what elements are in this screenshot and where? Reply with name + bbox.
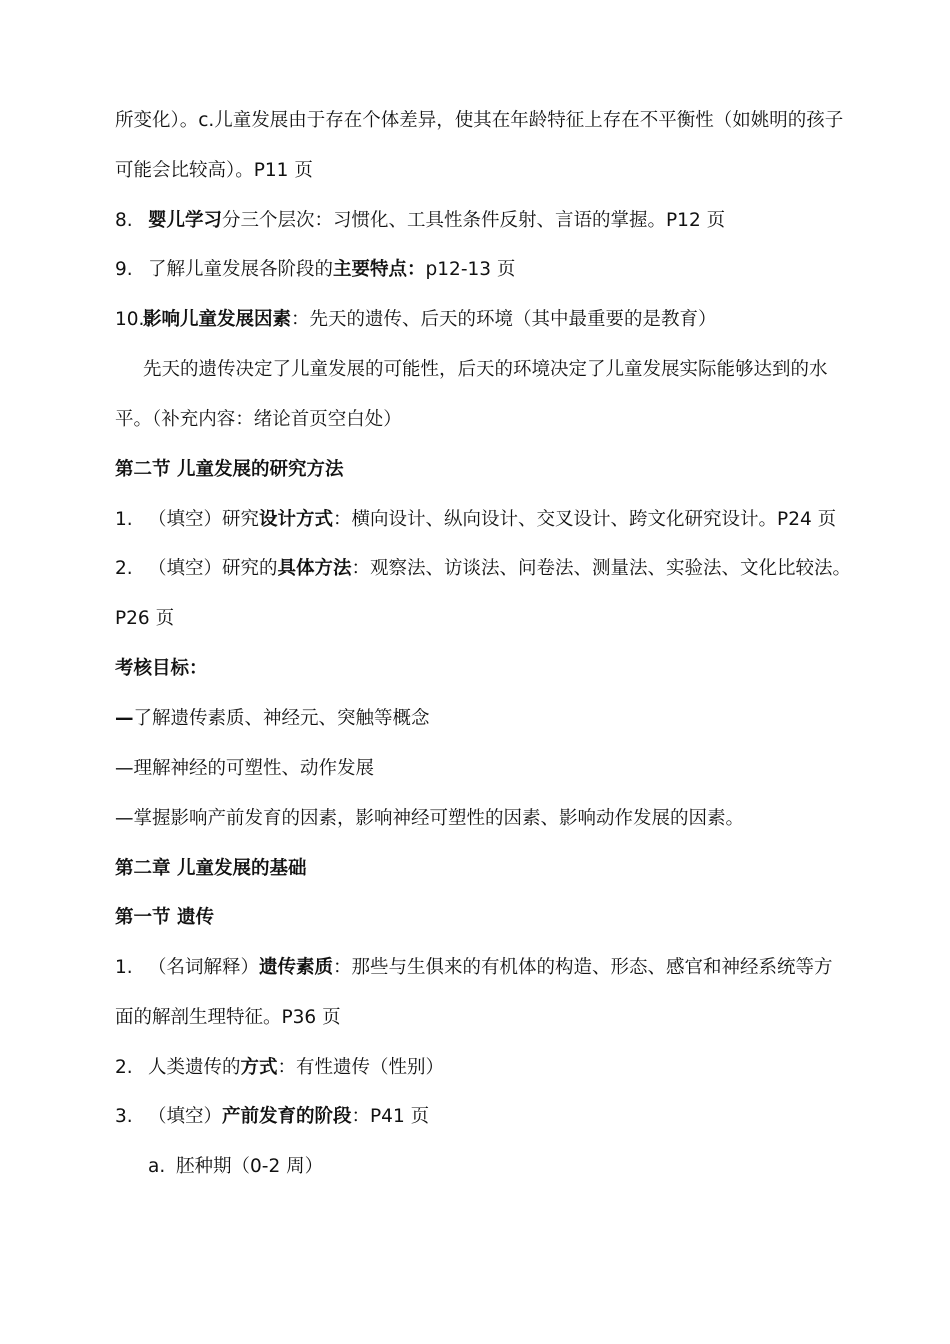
list-item: [115, 307, 717, 333]
text: 人类遗传的: [148, 1057, 241, 1078]
text-line: [115, 606, 174, 632]
bold-term: 方式: [240, 1057, 278, 1078]
text: 平。（补充内容：绪论首页空白处）: [115, 409, 402, 430]
heading-text: 第二章 儿童发展的基础: [115, 858, 307, 879]
text-line: [115, 407, 402, 433]
text: 可能会比较高）。P11 页: [115, 160, 313, 181]
text: ：那些与生俱来的有机体的构造、形态、感官和神经系统等方: [333, 957, 833, 978]
list-item: [115, 556, 851, 582]
chapter-heading: [115, 856, 306, 882]
list-item: [115, 1055, 444, 1081]
section-heading: [115, 457, 343, 483]
text-line: [115, 158, 313, 184]
text: （填空）研究: [148, 509, 260, 530]
section-heading: [115, 656, 208, 682]
item-letter: a.: [148, 1156, 166, 1177]
text: P26 页: [115, 608, 175, 629]
text: （填空）: [148, 1106, 223, 1127]
text: 所变化）。c.儿童发展由于存在个体差异，使其在年龄特征上存在不平衡性（如姚明的孩子: [115, 110, 844, 131]
item-number: 1.: [115, 957, 133, 978]
sub-list-item: [148, 1154, 323, 1180]
item-number: 2.: [115, 558, 133, 579]
item-number: 1.: [115, 509, 133, 530]
bold-term: 主要特点：: [333, 259, 426, 280]
text: p12-13 页: [425, 259, 516, 280]
text: ：观察法、访谈法、问卷法、测量法、实验法、文化比较法。: [351, 558, 852, 579]
text: 分三个层次：习惯化、工具性条件反射、言语的掌握。P12 页: [222, 210, 726, 231]
item-number: 9.: [115, 259, 133, 280]
text: 胚种期（0-2 周）: [176, 1156, 324, 1177]
item-number: 2.: [115, 1057, 133, 1078]
text: （填空）研究的: [148, 558, 278, 579]
bold-term: 产前发育的阶段: [222, 1106, 352, 1127]
heading-text: 第一节 遗传: [115, 907, 214, 928]
section-heading: [115, 905, 214, 931]
list-item: [115, 507, 836, 533]
text-line: [143, 357, 828, 383]
bold-term: 设计方式: [259, 509, 334, 530]
text: 了解遗传素质、神经元、突触等概念: [133, 708, 430, 729]
heading-text: 考核目标：: [115, 658, 208, 679]
bold-term: 婴儿学习: [148, 210, 223, 231]
text-line: [115, 1005, 341, 1031]
text: （名词解释）: [148, 957, 260, 978]
dash: —: [115, 708, 134, 729]
text-line: [115, 756, 374, 782]
text: —理解神经的可塑性、动作发展: [115, 758, 375, 779]
text: ：有性遗传（性别）: [277, 1057, 445, 1078]
list-item: [115, 208, 725, 234]
text-line: [115, 108, 843, 134]
bold-term: 遗传素质: [259, 957, 334, 978]
heading-text: 第二节 儿童发展的研究方法: [115, 459, 344, 480]
text: 面的解剖生理特征。P36 页: [115, 1007, 341, 1028]
list-item: [115, 955, 833, 981]
text: ：P41 页: [351, 1106, 430, 1127]
bold-term: 影响儿童发展因素: [143, 309, 292, 330]
item-number: 10.: [115, 309, 145, 330]
text: —掌握影响产前发育的因素，影响神经可塑性的因素、影响动作发展的因素。: [115, 808, 745, 829]
list-item: [115, 257, 515, 283]
text-line: [115, 706, 430, 732]
bold-term: 具体方法: [277, 558, 352, 579]
text: 了解儿童发展各阶段的: [148, 259, 334, 280]
text: ：横向设计、纵向设计、交叉设计、跨文化研究设计。P24 页: [333, 509, 837, 530]
list-item: [115, 1104, 429, 1130]
item-number: 8.: [115, 210, 133, 231]
text-line: [115, 806, 744, 832]
text: 先天的遗传决定了儿童发展的可能性，后天的环境决定了儿童发展实际能够达到的水: [143, 359, 828, 380]
text: ：先天的遗传、后天的环境（其中最重要的是教育）: [291, 309, 717, 330]
item-number: 3.: [115, 1106, 133, 1127]
